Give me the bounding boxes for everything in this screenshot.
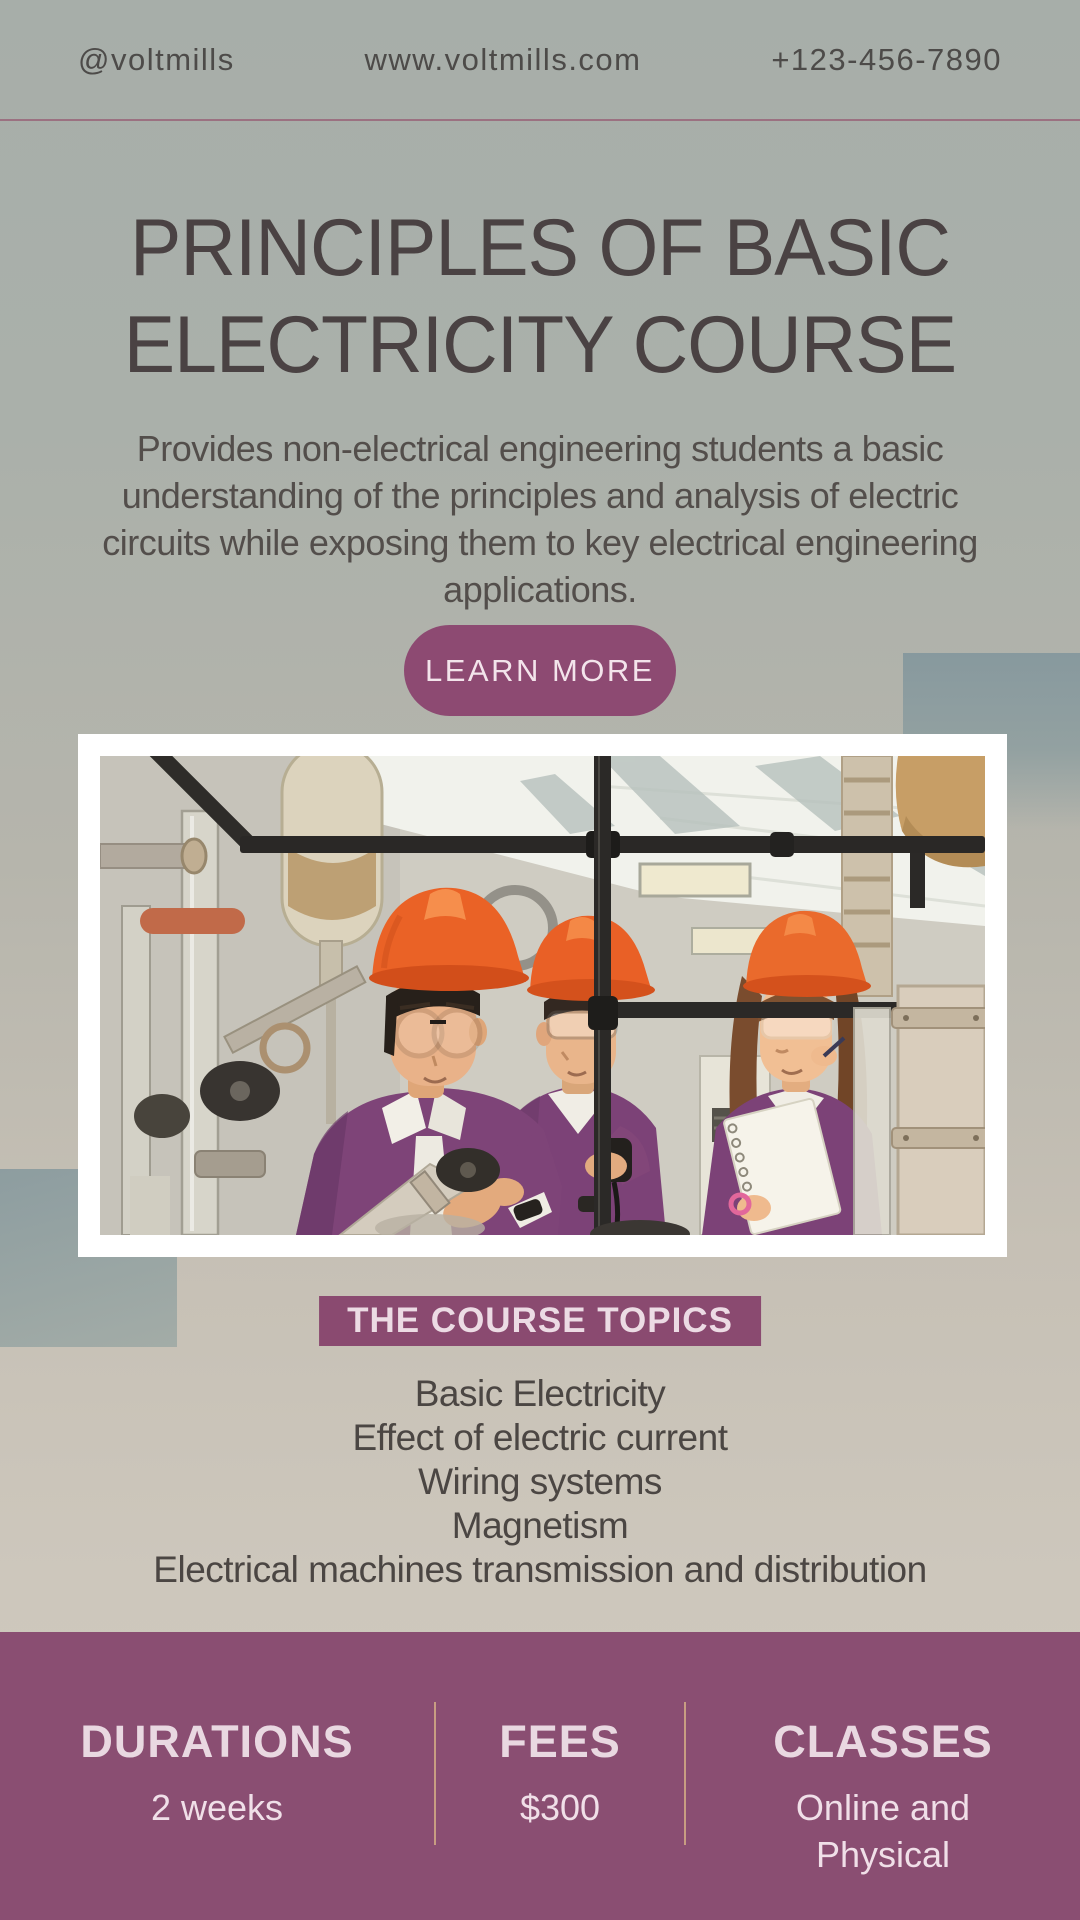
- footer-col-classes: [686, 1632, 1080, 1920]
- topics-banner: THE COURSE TOPICS: [319, 1296, 761, 1346]
- topic-item: Wiring systems: [418, 1461, 662, 1502]
- durations-value: 2 weeks: [150, 1787, 284, 1828]
- website-url: www.voltmills.com: [364, 41, 642, 77]
- footer-info-bar: [0, 1632, 1080, 1920]
- learn-more-button[interactable]: LEARN MORE: [404, 625, 676, 716]
- course-description: Provides non-electrical engineering students a basic understanding of the principles and analysis of electric circuits while exposing them to key electrical engineering applications.: [102, 428, 978, 610]
- classes-value: Online and Physical: [795, 1787, 971, 1875]
- fees-value: $300: [519, 1787, 601, 1828]
- page-title-line1: PRINCIPLES OF BASIC: [129, 203, 951, 293]
- course-photo-illustration: [100, 756, 985, 1235]
- course-photo-card: [78, 734, 1007, 1257]
- topic-item: Effect of electric current: [352, 1417, 728, 1458]
- footer-col-fees: [436, 1632, 684, 1920]
- page-title: [27, 200, 1053, 394]
- eyeglasses: [396, 1010, 480, 1056]
- fees-label: FEES: [499, 1716, 621, 1767]
- topic-item: Electrical machines transmission and distribution: [153, 1549, 927, 1590]
- phone-number: +123-456-7890: [771, 41, 1002, 77]
- footer-col-durations: [0, 1632, 434, 1920]
- durations-label: DURATIONS: [80, 1716, 354, 1767]
- page-title-line2: ELECTRICITY COURSE: [123, 300, 957, 390]
- top-contact-bar: [0, 0, 1080, 121]
- lab-equipment-right-front: [854, 986, 985, 1235]
- social-handle: @voltmills: [78, 41, 235, 77]
- ceiling-light: [640, 864, 750, 896]
- topic-item: Magnetism: [451, 1505, 629, 1546]
- topics-list: [0, 1372, 1080, 1592]
- classes-label: CLASSES: [773, 1716, 993, 1767]
- topic-item: Basic Electricity: [414, 1373, 666, 1414]
